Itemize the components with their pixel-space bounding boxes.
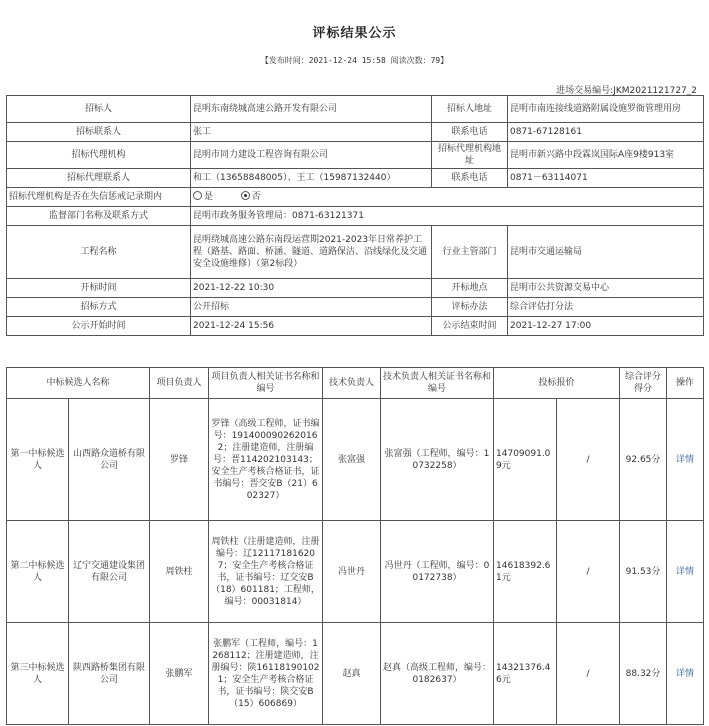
credit-no-radio[interactable] <box>241 191 250 200</box>
project-value: 昆明绕城高速公路东南段运营期2021-2023年日常养护工程（路基、路面、桥涵、隧道、道路保洁、沿线绿化及交通安全设施维修）（第2标段） <box>191 226 432 279</box>
credit-label: 招标代理机构是否在失信惩戒记录期内 <box>7 188 191 207</box>
details-link[interactable]: 详情 <box>667 623 704 725</box>
pub-start-label: 公示开始时间 <box>7 317 191 336</box>
method-label: 招标方式 <box>7 298 191 317</box>
candidate-pm-cert: 周铁柱（注册建造师，注册编号：辽121171816207；安全生产考核合格证书，证书编号：辽交安B（18）601181；工程师，编号：00031814） <box>209 521 323 623</box>
tenderer-label: 招标人 <box>7 96 191 123</box>
candidate-tech-cert: 冯世丹（工程师，编号：00172738） <box>381 521 494 623</box>
candidate-score: 92.65分 <box>620 399 667 521</box>
pub-end-value: 2021-12-27 17:00 <box>508 317 704 336</box>
agency-phone-label: 联系电话 <box>432 169 508 188</box>
candidate-score: 88.32分 <box>620 623 667 725</box>
header-price: 投标报价 <box>494 368 620 399</box>
open-time-label: 开标时间 <box>7 279 191 298</box>
candidate-pm: 张鹏军 <box>150 623 209 725</box>
credit-options <box>191 188 704 207</box>
phone-value: 0871-67128161 <box>508 123 704 142</box>
candidate-pm: 周铁柱 <box>150 521 209 623</box>
candidate-rank: 第三中标候选人 <box>7 623 69 725</box>
candidate-tech: 赵真 <box>323 623 381 725</box>
credit-yes-radio[interactable] <box>193 191 202 200</box>
contact-label: 招标联系人 <box>7 123 191 142</box>
agency-value: 昆明市同力建设工程咨询有限公司 <box>191 142 432 169</box>
candidate-tech: 冯世丹 <box>323 521 381 623</box>
header-tech-cert: 技术负责人相关证书名称和编号 <box>381 368 494 399</box>
candidate-tech-cert: 张富强（工程师，编号：10732258） <box>381 399 494 521</box>
tender-info-table <box>6 95 704 336</box>
header-pm-cert: 项目负责人相关证书名称和编号 <box>209 368 323 399</box>
details-link[interactable]: 详情 <box>667 521 704 623</box>
table-row <box>7 399 704 521</box>
bid-candidates-table <box>6 367 704 725</box>
candidate-rank: 第一中标候选人 <box>7 399 69 521</box>
table-row <box>7 521 704 623</box>
candidate-price: 14709091.09元 <box>494 399 557 521</box>
open-time-value: 2021-12-22 10:30 <box>191 279 432 298</box>
candidate-pm-cert: 罗锋（高级工程师，证书编号：1914000902620162；注册建造师，注册编号：晋114202103143；安全生产考核合格证书，证书编号：晋交安B（21）602327） <box>209 399 323 521</box>
credit-no-label: 否 <box>251 192 261 202</box>
agency-address-label: 招标代理机构地址 <box>432 142 508 169</box>
header-score: 综合评分得分 <box>620 368 667 399</box>
header-action: 操作 <box>667 368 704 399</box>
pub-start-value: 2021-12-24 15:56 <box>191 317 432 336</box>
candidate-price: 14321376.46元 <box>494 623 557 725</box>
candidate-pm: 罗锋 <box>150 399 209 521</box>
candidate-price: 14618392.61元 <box>494 521 557 623</box>
candidate-rank: 第二中标候选人 <box>7 521 69 623</box>
pub-end-label: 公示结束时间 <box>432 317 508 336</box>
candidate-price-extra: / <box>557 521 620 623</box>
candidate-price-extra: / <box>557 623 620 725</box>
candidate-company: 辽宁交通建设集团有限公司 <box>69 521 150 623</box>
open-place-value: 昆明市公共资源交易中心 <box>508 279 704 298</box>
details-link[interactable]: 详情 <box>667 399 704 521</box>
header-tech: 技术负责人 <box>323 368 381 399</box>
agency-label: 招标代理机构 <box>7 142 191 169</box>
header-candidate: 中标候选人名称 <box>7 368 150 399</box>
candidate-company: 山西路众道桥有限公司 <box>69 399 150 521</box>
agency-contact-value: 和工（13658848005）、王工（15987132440） <box>191 169 432 188</box>
credit-yes-label: 是 <box>204 192 214 202</box>
candidate-score: 91.53分 <box>620 521 667 623</box>
tenderer-value: 昆明东南绕城高速公路开发有限公司 <box>191 96 432 123</box>
candidate-tech: 张富强 <box>323 399 381 521</box>
page-title: 评标结果公示 <box>312 26 397 41</box>
contact-value: 张工 <box>191 123 432 142</box>
dept-label: 行业主管部门 <box>432 226 508 279</box>
agency-phone-value: 0871－63114071 <box>508 169 704 188</box>
table-row <box>7 623 704 725</box>
supervisor-label: 监督部门名称及联系方式 <box>7 207 191 226</box>
tenderer-address-value: 昆明市南连接线道路附属设施罗衙管理用房 <box>508 96 704 123</box>
candidate-tech-cert: 赵真（高级工程师，编号：0182637） <box>381 623 494 725</box>
method-value: 公开招标 <box>191 298 432 317</box>
eval-value: 综合评估打分法 <box>508 298 704 317</box>
transaction-number: 进场交易编号:JKM2021121727_2 <box>556 86 697 96</box>
tenderer-address-label: 招标人地址 <box>432 96 508 123</box>
candidate-pm-cert: 张鹏军（工程师，编号：1268112；注册建造师，注册编号：陕161181901021；安全生产考核合格证书，证书编号：陕交安B（15）606869） <box>209 623 323 725</box>
candidate-company: 陕西路桥集团有限公司 <box>69 623 150 725</box>
publish-meta: 【发布时间：2021-12-24 15:58 阅读次数：79】 <box>260 56 449 65</box>
open-place-label: 开标地点 <box>432 279 508 298</box>
candidate-price-extra: / <box>557 399 620 521</box>
agency-contact-label: 招标代理联系人 <box>7 169 191 188</box>
project-label: 工程名称 <box>7 226 191 279</box>
header-pm: 项目负责人 <box>150 368 209 399</box>
eval-label: 评标办法 <box>432 298 508 317</box>
phone-label: 联系电话 <box>432 123 508 142</box>
agency-address-value: 昆明市新兴路中段霖岚国际A座9楼913室 <box>508 142 704 169</box>
dept-value: 昆明市交通运输局 <box>508 226 704 279</box>
supervisor-value: 昆明市政务服务管理局：0871-63121371 <box>191 207 704 226</box>
